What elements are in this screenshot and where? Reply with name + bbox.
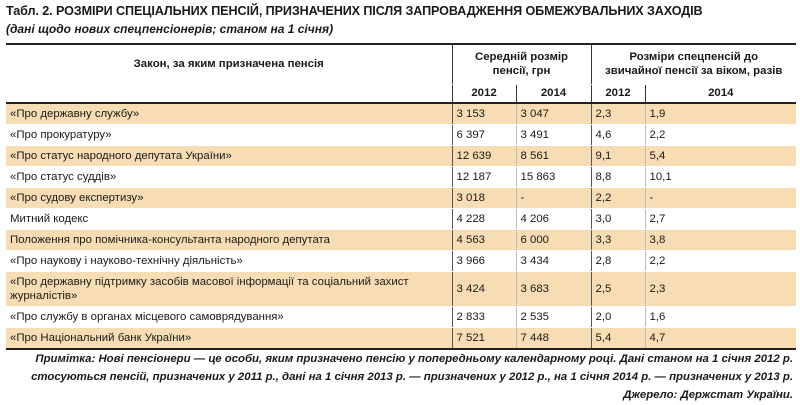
table-row <box>6 124 796 145</box>
ratio-2012-cell: 2,8 <box>591 250 645 271</box>
ratio-2012-cell: 2,0 <box>591 306 645 327</box>
law-cell: Положення про помічника-консультанта народного депутата <box>6 229 452 250</box>
avg-2012-cell: 6 397 <box>452 124 516 145</box>
ratio-2014-cell: - <box>645 187 796 208</box>
ratio-2014-cell: 2,2 <box>645 250 796 271</box>
header-year-2014-avg: 2014 <box>516 84 591 103</box>
header-average-line1: Середній розмір <box>475 51 568 64</box>
avg-2014-cell: 3 683 <box>516 271 591 306</box>
avg-2014-cell: 3 491 <box>516 124 591 145</box>
avg-2014-cell: 4 206 <box>516 208 591 229</box>
avg-2012-cell: 12 187 <box>452 166 516 187</box>
law-cell: «Про статус суддів» <box>6 166 452 187</box>
avg-2012-cell: 3 018 <box>452 187 516 208</box>
law-cell: «Про статус народного депутата України» <box>6 145 452 166</box>
note-source: Джерело: Держстат України. <box>623 389 793 401</box>
header-ratio-line2: звичайної пенсії за віком, разів <box>605 65 783 78</box>
ratio-2012-cell: 2,5 <box>591 271 645 306</box>
table-row <box>6 145 796 166</box>
header-ratio <box>591 44 796 84</box>
ratio-2012-cell: 5,4 <box>591 327 645 349</box>
avg-2014-cell: 2 535 <box>516 306 591 327</box>
header-ratio-line1: Розміри спецпенсій до <box>629 51 759 64</box>
header-year-2014-ratio: 2014 <box>645 84 796 103</box>
note-line-2: стосуються пенсій, призначених у 2011 р., дані на 1 січня 2013 р. — призначених у 2012 р., на 1 січня 2014 р. — призначених у 2013 р. <box>31 371 793 383</box>
avg-2012-cell: 12 639 <box>452 145 516 166</box>
ratio-2014-cell: 2,2 <box>645 124 796 145</box>
ratio-2012-cell: 3,3 <box>591 229 645 250</box>
table-row <box>6 327 796 349</box>
avg-2012-cell: 3 153 <box>452 103 516 125</box>
avg-2014-cell: 3 434 <box>516 250 591 271</box>
avg-2014-cell: 7 448 <box>516 327 591 349</box>
avg-2014-cell: - <box>516 187 591 208</box>
avg-2014-cell: 15 863 <box>516 166 591 187</box>
header-law-spacer <box>6 84 452 103</box>
pensions-table <box>6 43 796 350</box>
law-cell: «Про наукову і науково-технічну діяльність» <box>6 250 452 271</box>
ratio-2014-cell: 2,3 <box>645 271 796 306</box>
table-row <box>6 166 796 187</box>
note-line-1: Примітка: Нові пенсіонери — це особи, яким призначено пенсію у попередньому календарному році. Дані станом на 1 січня 2012 р. <box>35 353 793 365</box>
table-note <box>0 350 793 404</box>
avg-2012-cell: 4 563 <box>452 229 516 250</box>
header-average-pension <box>452 44 591 84</box>
table-row <box>6 306 796 327</box>
header-average-line2: пенсії, грн <box>492 65 551 78</box>
table-row <box>6 229 796 250</box>
ratio-2014-cell: 4,7 <box>645 327 796 349</box>
law-cell: «Про державну підтримку засобів масової інформації та соціальний захист журналістів» <box>6 271 452 306</box>
ratio-2012-cell: 2,2 <box>591 187 645 208</box>
ratio-2014-cell: 1,6 <box>645 306 796 327</box>
header-year-2012-avg: 2012 <box>452 84 516 103</box>
avg-2014-cell: 8 561 <box>516 145 591 166</box>
ratio-2012-cell: 2,3 <box>591 103 645 125</box>
table-row <box>6 187 796 208</box>
law-cell: Митний кодекс <box>6 208 452 229</box>
law-cell: «Про службу в органах місцевого самоврядування» <box>6 306 452 327</box>
table-row <box>6 208 796 229</box>
avg-2014-cell: 3 047 <box>516 103 591 125</box>
avg-2012-cell: 4 228 <box>452 208 516 229</box>
ratio-2014-cell: 2,7 <box>645 208 796 229</box>
table-subtitle: (дані щодо нових спецпенсіонерів; станом на 1 січня) <box>6 22 334 36</box>
ratio-2014-cell: 1,9 <box>645 103 796 125</box>
avg-2012-cell: 3 966 <box>452 250 516 271</box>
law-cell: «Про Національний банк України» <box>6 327 452 349</box>
ratio-2012-cell: 3,0 <box>591 208 645 229</box>
avg-2012-cell: 2 833 <box>452 306 516 327</box>
ratio-2012-cell: 9,1 <box>591 145 645 166</box>
avg-2012-cell: 3 424 <box>452 271 516 306</box>
table-row <box>6 271 796 306</box>
ratio-2012-cell: 8,8 <box>591 166 645 187</box>
header-year-2012-ratio: 2012 <box>591 84 645 103</box>
header-law: Закон, за яким призначена пенсія <box>6 44 452 84</box>
table-row <box>6 250 796 271</box>
ratio-2014-cell: 10,1 <box>645 166 796 187</box>
law-cell: «Про державну службу» <box>6 103 452 125</box>
law-cell: «Про судову експертизу» <box>6 187 452 208</box>
ratio-2014-cell: 3,8 <box>645 229 796 250</box>
avg-2014-cell: 6 000 <box>516 229 591 250</box>
table-title: Табл. 2. РОЗМІРИ СПЕЦІАЛЬНИХ ПЕНСІЙ, ПРИЗНАЧЕНИХ ПІСЛЯ ЗАПРОВАДЖЕННЯ ОБМЕЖУВАЛЬНИХ ЗАХОДІВ <box>6 4 703 18</box>
table-row <box>6 103 796 125</box>
law-cell: «Про прокуратуру» <box>6 124 452 145</box>
avg-2012-cell: 7 521 <box>452 327 516 349</box>
ratio-2012-cell: 4,6 <box>591 124 645 145</box>
ratio-2014-cell: 5,4 <box>645 145 796 166</box>
